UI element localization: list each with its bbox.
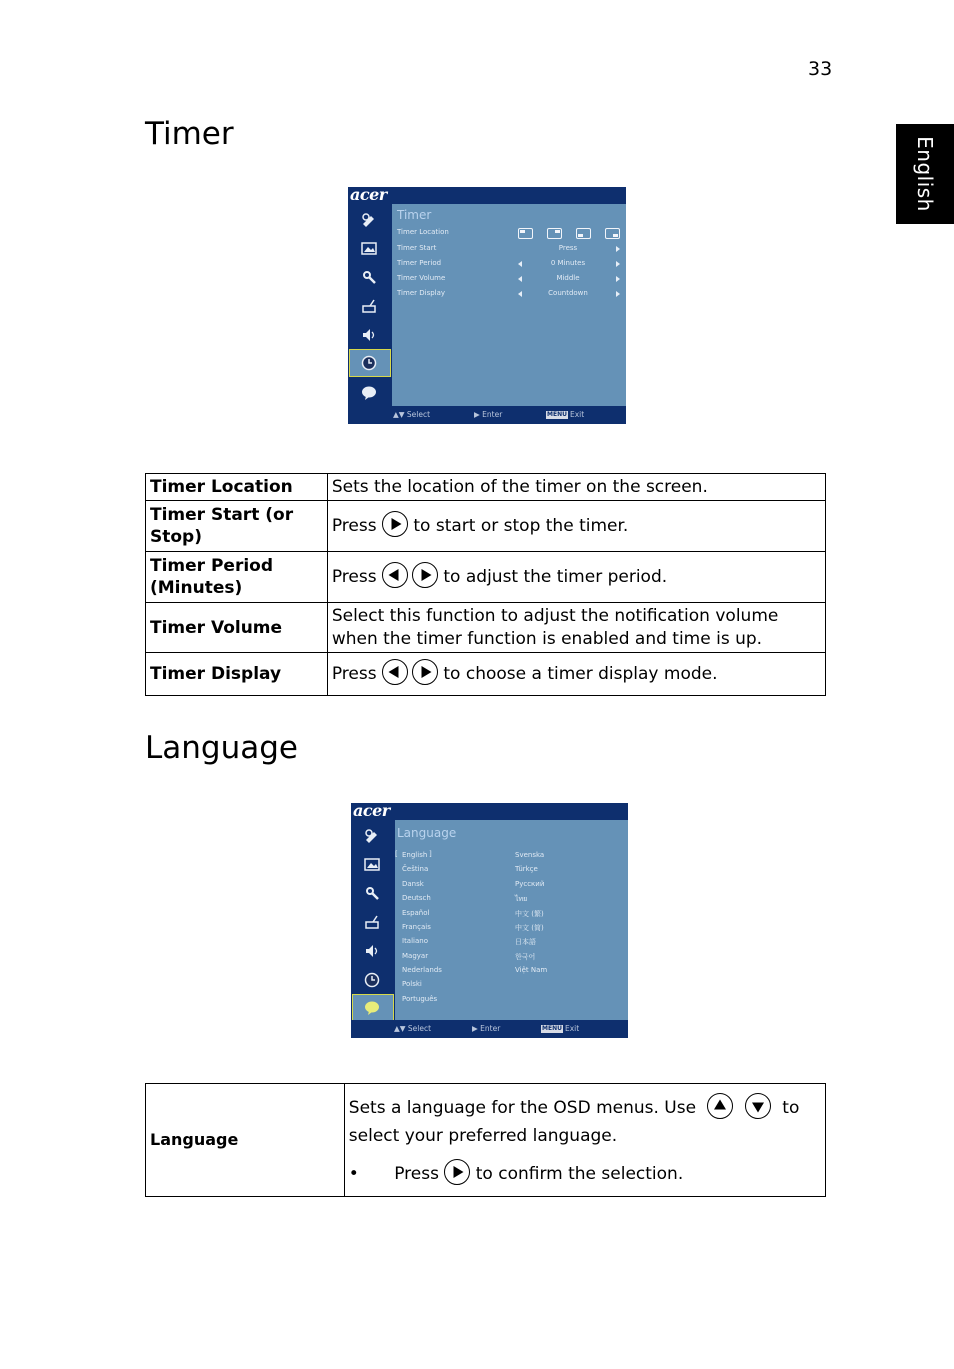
osd-sidebar — [351, 820, 395, 1020]
language-side-tab — [896, 124, 954, 224]
osd-right-arrow-icon — [616, 261, 620, 267]
language-bubble-icon — [361, 385, 377, 401]
osd-top-bar — [348, 187, 626, 204]
management-icon — [364, 914, 380, 930]
osd-sidebar — [348, 204, 392, 406]
osd-language-option: Español — [402, 909, 430, 917]
osd-select-hint: ▲▼ Select — [393, 410, 431, 419]
bullet-mark: • — [348, 1164, 359, 1184]
osd-bottom-bar — [348, 406, 626, 424]
language-desc-line1: Sets a language for the OSD menus. Use to — [349, 1094, 821, 1122]
table-description: Press to choose a timer display mode. — [327, 653, 825, 696]
osd-language-option: Nederlands — [402, 966, 442, 974]
page-number: 33 — [808, 58, 833, 80]
timer-osd-screenshot — [348, 187, 626, 424]
osd-language-option: Türkçe — [515, 865, 538, 873]
menu-key-icon: MENU — [542, 1025, 562, 1032]
osd-enter-hint: ▶ Enter — [472, 1024, 501, 1033]
table-term: Timer Volume — [146, 603, 328, 653]
left-arrow-button-icon — [382, 562, 408, 588]
osd-left-arrow-icon — [518, 291, 522, 297]
table-row — [146, 474, 826, 501]
osd-left-arrow-icon — [518, 276, 522, 282]
color-icon — [364, 828, 380, 844]
table-term: Timer Period (Minutes) — [146, 552, 328, 603]
osd-row-label: Timer Location — [397, 228, 449, 236]
osd-exit-hint: MENU Exit — [547, 410, 585, 419]
osd-language-option: Čeština — [402, 865, 429, 873]
osd-row-value: Press — [558, 244, 578, 252]
osd-selected-bracket-open: [ — [395, 850, 398, 858]
osd-top-bar — [351, 803, 628, 820]
table-row — [146, 603, 826, 653]
osd-row-value: Middle — [556, 274, 580, 282]
osd-language-option: 中文 (简) — [515, 924, 544, 932]
osd-language-option: Magyar — [402, 952, 429, 960]
table-row — [146, 501, 826, 552]
osd-row-value: 0 Minutes — [550, 259, 586, 267]
right-arrow-button-icon — [412, 659, 438, 685]
osd-language-option: English — [402, 851, 428, 859]
table-term: Timer Start (or Stop) — [146, 501, 328, 552]
timer-location-top-left-icon — [518, 228, 533, 239]
right-arrow-button-icon — [382, 511, 408, 537]
timer-location-bottom-right-icon — [605, 228, 620, 239]
osd-right-arrow-icon — [616, 276, 620, 282]
osd-language-option: Русский — [515, 880, 545, 888]
audio-icon — [364, 943, 380, 959]
right-arrow-button-icon — [412, 562, 438, 588]
osd-selected-bracket-close: ] — [429, 850, 432, 858]
osd-language-option: Svenska — [515, 851, 545, 859]
acer-logo: acer — [350, 187, 387, 204]
timer-location-bottom-left-icon — [576, 228, 591, 239]
osd-select-hint: ▲▼ Select — [394, 1024, 432, 1033]
osd-right-arrow-icon — [616, 291, 620, 297]
timer-clock-icon — [364, 972, 380, 988]
language-options-table — [145, 1083, 826, 1197]
osd-language-option: ไทย — [515, 895, 528, 903]
image-icon — [364, 857, 380, 873]
settings-icon — [361, 269, 377, 285]
osd-language-option: 中文 (繁) — [515, 910, 544, 918]
language-side-tab-label: English — [913, 136, 937, 212]
timer-location-top-right-icon — [547, 228, 562, 239]
osd-language-option: Français — [402, 923, 431, 931]
menu-key-icon: MENU — [547, 411, 567, 418]
osd-bottom-bar — [351, 1020, 628, 1038]
osd-row-label: Timer Start — [397, 244, 437, 252]
osd-panel-title: Language — [397, 826, 457, 840]
language-bullet-line: • Press to confirm the selection. — [349, 1160, 821, 1188]
osd-row-label: Timer Display — [397, 289, 446, 297]
osd-language-option: Deutsch — [402, 894, 431, 902]
osd-language-option: 日本語 — [515, 938, 536, 946]
acer-logo: acer — [353, 803, 390, 820]
timer-options-table — [145, 473, 826, 696]
table-row — [146, 653, 826, 696]
language-osd-screenshot — [351, 803, 628, 1038]
color-icon — [361, 212, 377, 228]
table-description — [344, 1084, 825, 1197]
osd-row-label: Timer Period — [397, 259, 442, 267]
osd-right-arrow-icon — [616, 246, 620, 252]
table-row — [146, 552, 826, 603]
osd-panel-title: Timer — [397, 208, 432, 222]
table-description: Sets the location of the timer on the screen. — [327, 474, 825, 501]
settings-icon — [364, 885, 380, 901]
osd-language-option: Italiano — [402, 937, 428, 945]
osd-language-option: 한국어 — [515, 953, 536, 961]
language-desc-line2: select your preferred language. — [348, 1126, 618, 1146]
right-arrow-button-icon — [444, 1159, 470, 1185]
osd-language-option: Dansk — [402, 880, 424, 888]
image-icon — [361, 241, 377, 257]
table-row — [146, 1084, 826, 1197]
osd-language-option: Português — [402, 995, 438, 1003]
table-description: Press to start or stop the timer. — [327, 501, 825, 552]
osd-left-arrow-icon — [518, 261, 522, 267]
management-icon — [361, 298, 377, 314]
timer-section-title: Timer — [145, 116, 234, 152]
language-bubble-icon — [364, 1000, 380, 1016]
table-description: Select this function to adjust the notification volume when the timer function is enabled and time is up. — [327, 603, 825, 653]
osd-enter-hint: ▶ Enter — [474, 410, 503, 419]
table-term: Timer Display — [146, 653, 328, 696]
left-arrow-button-icon — [382, 659, 408, 685]
language-section-title: Language — [145, 730, 298, 766]
osd-language-option: Việt Nam — [515, 966, 548, 974]
osd-exit-hint: MENU Exit — [542, 1024, 580, 1033]
timer-clock-icon — [361, 355, 377, 371]
up-arrow-button-icon — [707, 1093, 733, 1119]
down-arrow-button-icon — [745, 1093, 771, 1119]
table-term: Timer Location — [146, 474, 328, 501]
table-description: Press to adjust the timer period. — [327, 552, 825, 603]
table-term: Language — [146, 1084, 345, 1197]
osd-language-option: Polski — [402, 980, 422, 988]
osd-row-value: Countdown — [548, 289, 588, 297]
audio-icon — [361, 327, 377, 343]
osd-row-label: Timer Volume — [397, 274, 446, 282]
